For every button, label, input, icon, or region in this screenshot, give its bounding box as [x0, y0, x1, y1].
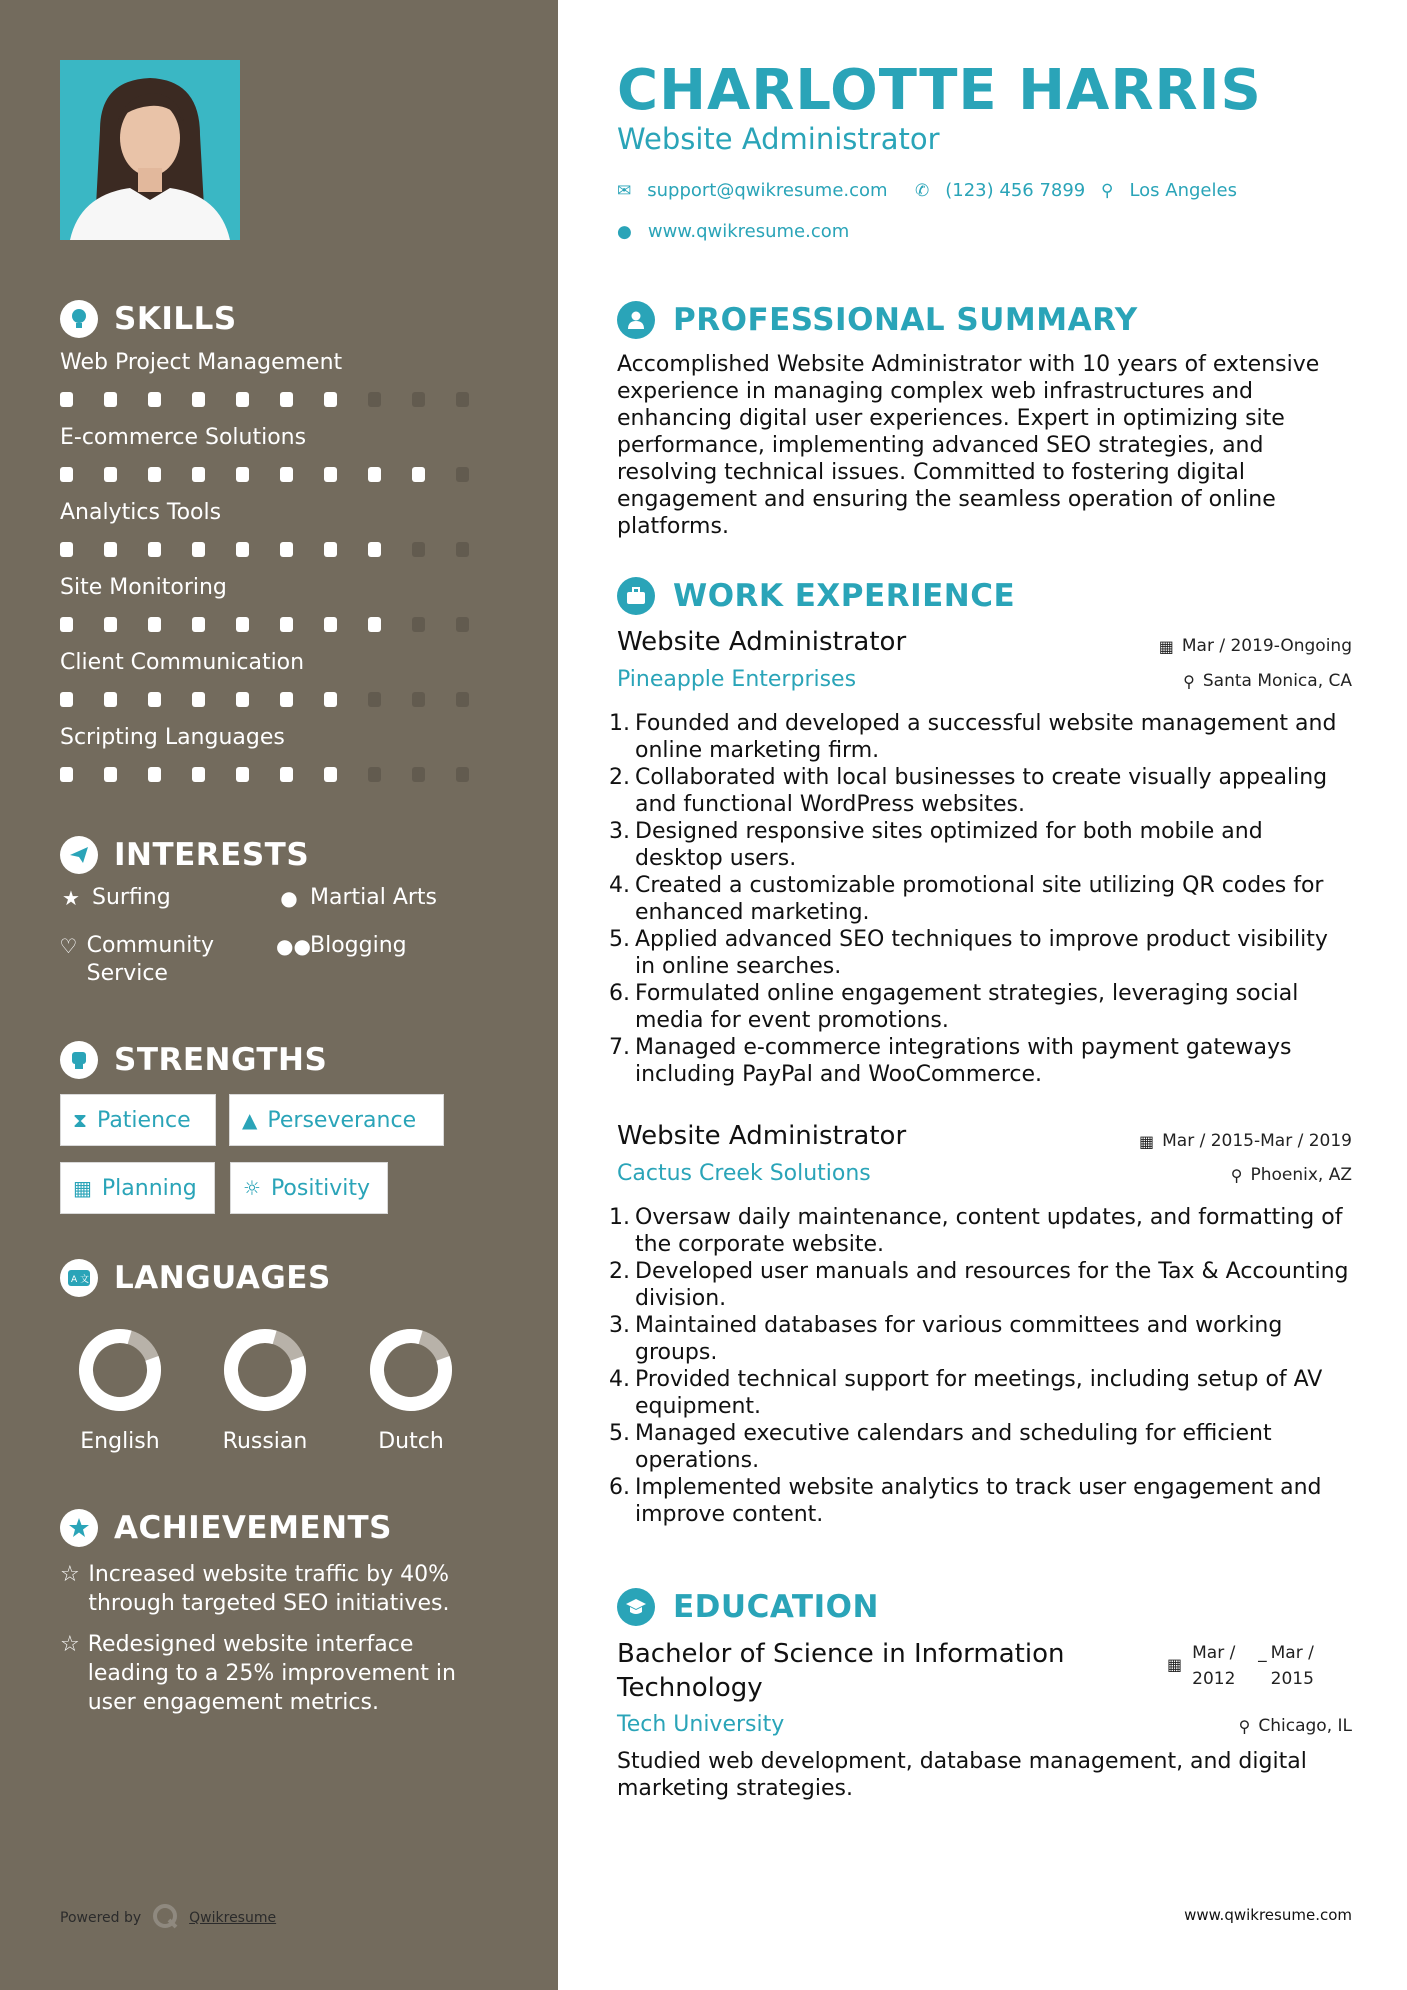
job-bullet: 1. Founded and developed a successful website management and online marketing firm. — [609, 711, 1337, 763]
interests-heading — [60, 836, 309, 874]
job-bullets — [609, 1204, 1351, 1528]
job-location: ⚲ Santa Monica, CA — [1183, 671, 1352, 691]
skill-dot — [368, 392, 381, 407]
contact-email: ✉ support@qwikresume.com — [617, 180, 888, 201]
strength-badge: ☼ Positivity — [230, 1162, 388, 1214]
skill-dot — [324, 692, 337, 707]
job-bullet: 5. Managed executive calendars and scheduling for efficient operations. — [609, 1421, 1272, 1473]
language-proficiency-arc — [76, 1326, 163, 1413]
company-name: Pineapple Enterprises — [617, 667, 857, 692]
profile-photo — [60, 60, 240, 240]
skill-name: Analytics Tools — [60, 500, 222, 525]
company-name: Cactus Creek Solutions — [617, 1161, 871, 1186]
language-item — [55, 1325, 185, 1454]
skill-dot — [104, 767, 117, 782]
skill-dot — [412, 542, 425, 557]
skill-dot — [104, 392, 117, 407]
skill-dot — [412, 392, 425, 407]
job-bullet: 1. Oversaw daily maintenance, content updates, and formatting of the corporate website. — [609, 1205, 1343, 1257]
job-bullet: 7. Managed e-commerce integrations with payment gateways including PayPal and WooCommerce. — [609, 1035, 1292, 1087]
sun-icon: ☼ — [243, 1176, 261, 1200]
language-icon — [60, 1259, 98, 1297]
language-name: English — [80, 1429, 160, 1454]
skill-dot — [148, 617, 161, 632]
skill-dot — [412, 467, 425, 482]
lightbulb-icon — [60, 300, 98, 338]
skill-dot — [236, 767, 249, 782]
calendar-icon: ▦ — [1167, 1655, 1183, 1674]
strength-badge: ⧗ Patience — [60, 1094, 216, 1146]
skill-rating — [60, 392, 500, 407]
skill-dot — [368, 542, 381, 557]
skill-name: Web Project Management — [60, 350, 343, 375]
contact-website: ● www.qwikresume.com — [617, 221, 850, 242]
job-bullet: 2. Collaborated with local businesses to create visually appealing and functional WordPress websites. — [609, 765, 1328, 817]
job-title: Website Administrator — [617, 1121, 907, 1151]
skill-dot — [192, 542, 205, 557]
skill-dot — [192, 767, 205, 782]
skill-name: Client Communication — [60, 650, 305, 675]
skill-dot — [280, 467, 293, 482]
language-item — [346, 1325, 476, 1454]
pin-icon: ⚲ — [1183, 671, 1195, 691]
skill-item — [60, 498, 500, 557]
contact-phone: ✆ (123) 456 7899 — [915, 180, 1086, 201]
job-dates: ▦ Mar / 2015-Mar / 2019 — [1138, 1131, 1352, 1151]
shooting-star-icon: ☆ — [60, 1562, 80, 1587]
powered-by: Powered by Qwikresume — [60, 1902, 276, 1934]
skill-dot — [148, 467, 161, 482]
strength-badge: ▦ Planning — [60, 1162, 215, 1214]
skill-dot — [148, 542, 161, 557]
skill-dot — [456, 542, 469, 557]
interest-item: ★ Surfing — [58, 884, 171, 912]
language-proficiency-ring — [75, 1325, 165, 1415]
skill-dot — [412, 767, 425, 782]
skill-dot — [280, 692, 293, 707]
language-proficiency-ring — [220, 1325, 310, 1415]
language-proficiency-arc — [221, 1326, 308, 1413]
contact-location: ⚲ Los Angeles — [1101, 180, 1237, 201]
skill-dot — [280, 542, 293, 557]
strengths-title: STRENGTHS — [114, 1042, 328, 1078]
job-bullet: 6. Formulated online engagement strategies, leveraging social media for event promotions. — [609, 981, 1299, 1033]
svg-text:A 文: A 文 — [71, 1275, 90, 1285]
skill-dot — [456, 392, 469, 407]
skill-dot — [368, 617, 381, 632]
skill-dot — [104, 467, 117, 482]
job-title: Website Administrator — [617, 627, 907, 657]
skill-item — [60, 423, 500, 482]
education-description: Studied web development, database management, and digital marketing strategies. — [617, 1749, 1307, 1801]
skill-dot — [192, 392, 205, 407]
paper-plane-icon — [60, 836, 98, 874]
skill-name: E-commerce Solutions — [60, 425, 307, 450]
skill-dot — [104, 617, 117, 632]
skill-dot — [192, 467, 205, 482]
job-bullet: 5. Applied advanced SEO techniques to improve product visibility in online searches. — [609, 927, 1328, 979]
skill-item — [60, 723, 500, 782]
interests-title: INTERESTS — [114, 837, 310, 873]
education-title: EDUCATION — [673, 1589, 879, 1625]
school-name: Tech University — [617, 1712, 785, 1737]
job-bullet: 3. Maintained databases for various committees and working groups. — [609, 1313, 1283, 1365]
skill-dot — [60, 692, 73, 707]
skill-dot — [148, 392, 161, 407]
education-location: ⚲ Chicago, IL — [1238, 1716, 1352, 1736]
strength-badge: ▲ Perseverance — [229, 1094, 444, 1146]
achievements-title: ACHIEVEMENTS — [114, 1510, 393, 1546]
candidate-name: CHARLOTTE HARRIS — [617, 58, 1262, 123]
award-icon — [60, 1509, 98, 1547]
user-icon — [617, 301, 655, 339]
skill-dot — [368, 467, 381, 482]
achievement-item: ☆ Increased website traffic by 40% through targeted SEO initiatives. — [60, 1562, 450, 1616]
job-bullet: 4. Created a customizable promotional site utilizing QR codes for enhanced marketing. — [609, 873, 1324, 925]
languages-title: LANGUAGES — [114, 1260, 331, 1296]
language-item — [200, 1325, 330, 1454]
skill-dot — [236, 692, 249, 707]
skill-dot — [324, 617, 337, 632]
skill-dot — [236, 617, 249, 632]
heart-icon: ♡ — [59, 934, 78, 958]
map-pin-icon: ⚲ — [1101, 180, 1114, 201]
skill-rating — [60, 692, 500, 707]
skill-dot — [368, 692, 381, 707]
skill-dot — [236, 542, 249, 557]
skill-dot — [456, 692, 469, 707]
skill-dot — [104, 542, 117, 557]
skill-rating — [60, 767, 500, 782]
skill-dot — [324, 767, 337, 782]
skills-heading — [60, 300, 237, 338]
skill-dot — [280, 617, 293, 632]
hourglass-icon: ⧗ — [73, 1108, 88, 1132]
achievement-item: ☆ Redesigned website interface leading to a 25% improvement in user engagement metrics. — [60, 1632, 456, 1715]
job-dates: ▦ Mar / 2019-Ongoing — [1158, 636, 1352, 656]
skill-dot — [148, 767, 161, 782]
skill-dot — [192, 692, 205, 707]
interest-item: ● Martial Arts — [276, 884, 437, 912]
skill-dot — [368, 767, 381, 782]
summary-title: PROFESSIONAL SUMMARY — [673, 302, 1138, 338]
star-icon: ★ — [62, 886, 80, 910]
globe-icon: ● — [280, 886, 298, 910]
achievements-heading — [60, 1509, 392, 1547]
qwikresume-logo-icon — [151, 1902, 179, 1934]
skill-rating — [60, 467, 500, 482]
skill-dot — [192, 617, 205, 632]
job-bullet: 6. Implemented website analytics to track user engagement and improve content. — [609, 1475, 1322, 1527]
experience-title: WORK EXPERIENCE — [673, 578, 1016, 614]
skill-dot — [60, 392, 73, 407]
languages-heading — [60, 1259, 331, 1297]
skill-dot — [236, 392, 249, 407]
job-bullet: 4. Provided technical support for meetings, including setup of AV equipment. — [609, 1367, 1323, 1419]
qwikresume-link[interactable]: Qwikresume — [189, 1910, 277, 1926]
skill-name: Site Monitoring — [60, 575, 227, 600]
education-dates: ▦ Mar / 2012 _ Mar / 2015 — [1167, 1640, 1333, 1692]
strengths-heading — [60, 1041, 327, 1079]
skill-dot — [324, 467, 337, 482]
skill-dot — [456, 617, 469, 632]
summary-text: Accomplished Website Administrator with 10 years of extensive experience in managing complex web infrastructures and enhancing digital user experiences. Expert in optimizing site performance, implementing advanced SEO strategies, and resolving technical issues. Committed to fostering digital engagement and ensuring the seamless operation of online platforms. — [617, 352, 1320, 539]
skill-name: Scripting Languages — [60, 725, 285, 750]
skill-dot — [324, 542, 337, 557]
shooting-star-icon: ☆ — [60, 1632, 80, 1657]
job-bullet: 2. Developed user manuals and resources for the Tax & Accounting division. — [609, 1259, 1349, 1311]
calendar-icon: ▦ — [1138, 1131, 1155, 1151]
skill-rating — [60, 617, 500, 632]
pin-icon: ⚲ — [1230, 1165, 1243, 1185]
graduation-icon — [617, 1588, 655, 1626]
skill-dot — [104, 692, 117, 707]
skill-dot — [60, 542, 73, 557]
globe-icon: ● — [617, 221, 632, 242]
envelope-icon: ✉ — [617, 180, 632, 201]
candidate-title: Website Administrator — [617, 122, 940, 156]
interest-item: ♡ Community Service — [59, 933, 214, 986]
language-name: Russian — [222, 1429, 308, 1454]
education-heading — [617, 1588, 879, 1626]
road-icon: ▲ — [242, 1108, 258, 1132]
pin-icon: ⚲ — [1238, 1716, 1251, 1736]
summary-heading — [617, 301, 1138, 339]
sidebar — [0, 0, 558, 1990]
skill-dot — [60, 467, 73, 482]
skill-item — [60, 648, 500, 707]
users-icon: ●● — [276, 934, 311, 958]
experience-heading — [617, 577, 1015, 615]
skill-dot — [456, 467, 469, 482]
job-location: ⚲ Phoenix, AZ — [1230, 1165, 1352, 1185]
skill-dot — [456, 767, 469, 782]
calendar-icon: ▦ — [1158, 636, 1174, 656]
skill-dot — [60, 767, 73, 782]
skill-dot — [412, 692, 425, 707]
skill-dot — [280, 767, 293, 782]
skill-dot — [412, 617, 425, 632]
briefcase-icon — [617, 577, 655, 615]
skill-dot — [324, 392, 337, 407]
skill-dot — [148, 692, 161, 707]
calendar-icon: ▦ — [73, 1176, 92, 1200]
skill-dot — [236, 467, 249, 482]
footer-website[interactable]: www.qwikresume.com — [1184, 1906, 1352, 1924]
skill-dot — [280, 392, 293, 407]
language-name: Dutch — [378, 1429, 444, 1454]
job-bullet: 3. Designed responsive sites optimized for both mobile and desktop users. — [609, 819, 1263, 871]
skill-item — [60, 573, 500, 632]
skill-item — [60, 348, 500, 407]
language-proficiency-arc — [367, 1326, 454, 1413]
fist-icon — [60, 1041, 98, 1079]
skill-rating — [60, 542, 500, 557]
job-bullets — [609, 710, 1351, 1088]
phone-icon: ✆ — [915, 180, 930, 201]
interest-item: ●● Blogging — [276, 933, 407, 958]
skill-dot — [60, 617, 73, 632]
skills-title: SKILLS — [114, 301, 237, 337]
language-proficiency-ring — [366, 1325, 456, 1415]
degree-title: Bachelor of Science in Information Technology — [617, 1639, 1065, 1703]
